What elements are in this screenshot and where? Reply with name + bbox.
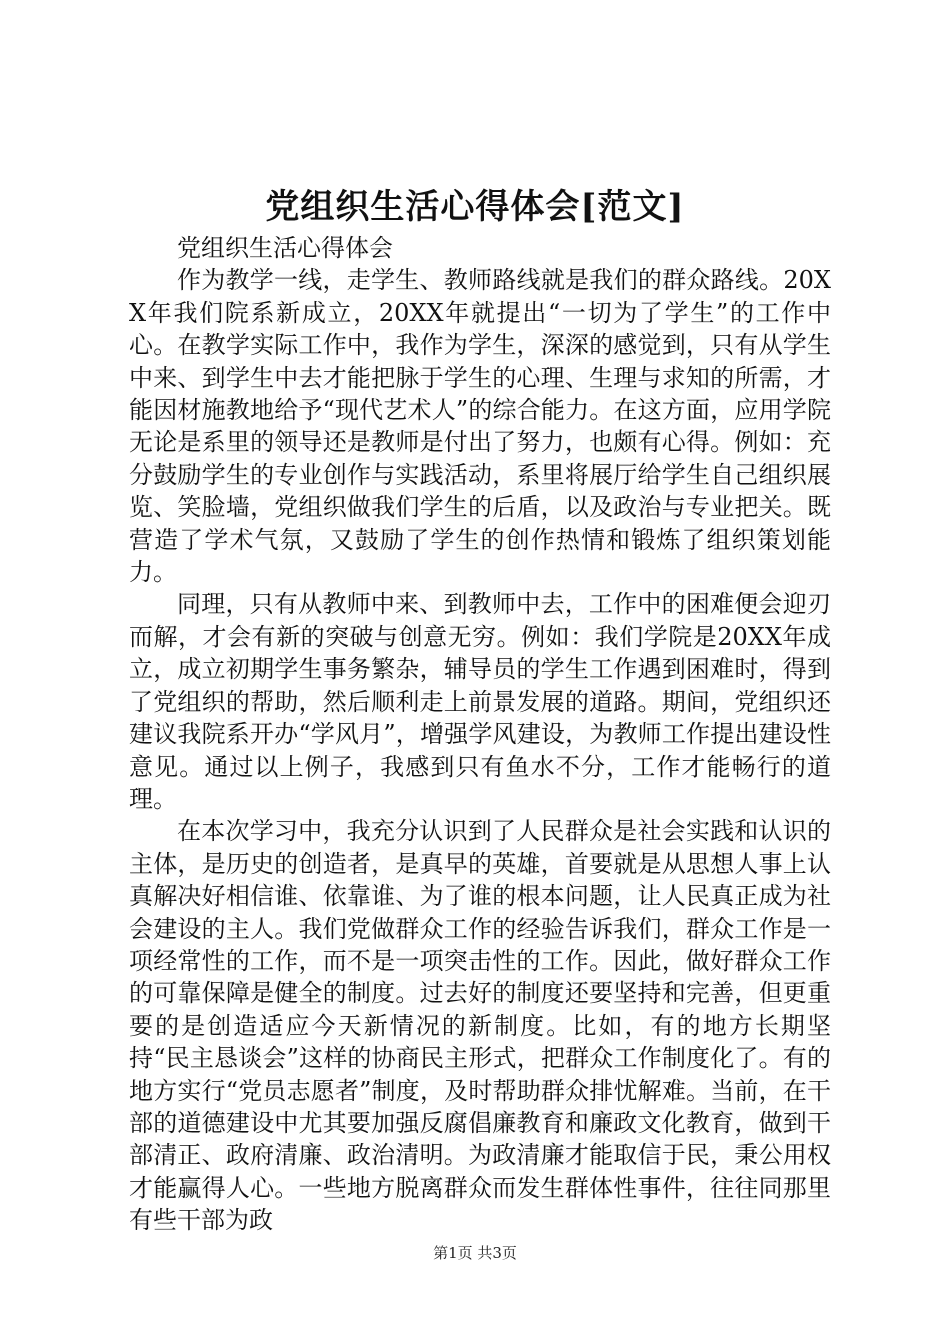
body-paragraph: 作为教学一线，走学生、教师路线就是我们的群众路线。20XX年我们院系新成立，20XX年就提出“一切为了学生”的工作中心。在教学实际工作中，我作为学生，深深的感觉到，只有从学生中来、到学生中去才能把脉于学生的心理、生理与求知的所需，才能因材施教地给予“现代艺术人”的综合能力。在这方面，应用学院无论是系里的领导还是教师是付出了努力，也颇有心得。例如：充分鼓励学生的专业创作与实践活动，系里将展厅给学生自己组织展览、笑脸墙，党组织做我们学生的后盾，以及政治与专业把关。既营造了学术气氛，又鼓励了学生的创作热情和锻炼了组织策划能力。 <box>129 266 831 587</box>
body-paragraph: 同理，只有从教师中来、到教师中去，工作中的困难便会迎刃而解，才会有新的突破与创意无穷。例如：我们学院是20XX年成立，成立初期学生事务繁杂，辅导员的学生工作遇到困难时，得到了党组织的帮助，然后顺利走上前景发展的道路。期间，党组织还建议我院系开办“学风月”，增强学风建设，为教师工作提出建设性意见。通过以上例子，我感到只有鱼水不分，工作才能畅行的道理。 <box>129 590 831 813</box>
page-footer <box>0 1243 950 1263</box>
page-number: 第1页 共3页 <box>433 1244 517 1262</box>
document-title: 党组织生活心得体会[范文] <box>265 187 685 227</box>
document-subtitle: 党组织生活心得体会 <box>177 234 393 262</box>
document-body <box>129 232 831 1237</box>
body-paragraph: 在本次学习中，我充分认识到了人民群众是社会实践和认识的主体，是历史的创造者，是真早的英雄，首要就是从思想人事上认真解决好相信谁、依靠谁、为了谁的根本问题，让人民真正成为社会建设的主人。我们党做群众工作的经验告诉我们，群众工作是一项经常性的工作，而不是一项突击性的工作。因此，做好群众工作的可靠保障是健全的制度。过去好的制度还要坚持和完善，但更重要的是创造适应今天新情况的新制度。比如，有的地方长期坚持“民主恳谈会”这样的协商民主形式，把群众工作制度化了。有的地方实行“党员志愿者”制度，及时帮助群众排忧解难。当前，在干部的道德建设中尤其要加强反腐倡廉教育和廉政文化教育，做到干部清正、政府清廉、政治清明。为政清廉才能取信于民，秉公用权才能赢得人心。一些地方脱离群众而发生群体性事件，往往同那里有些干部为政 <box>129 817 831 1235</box>
